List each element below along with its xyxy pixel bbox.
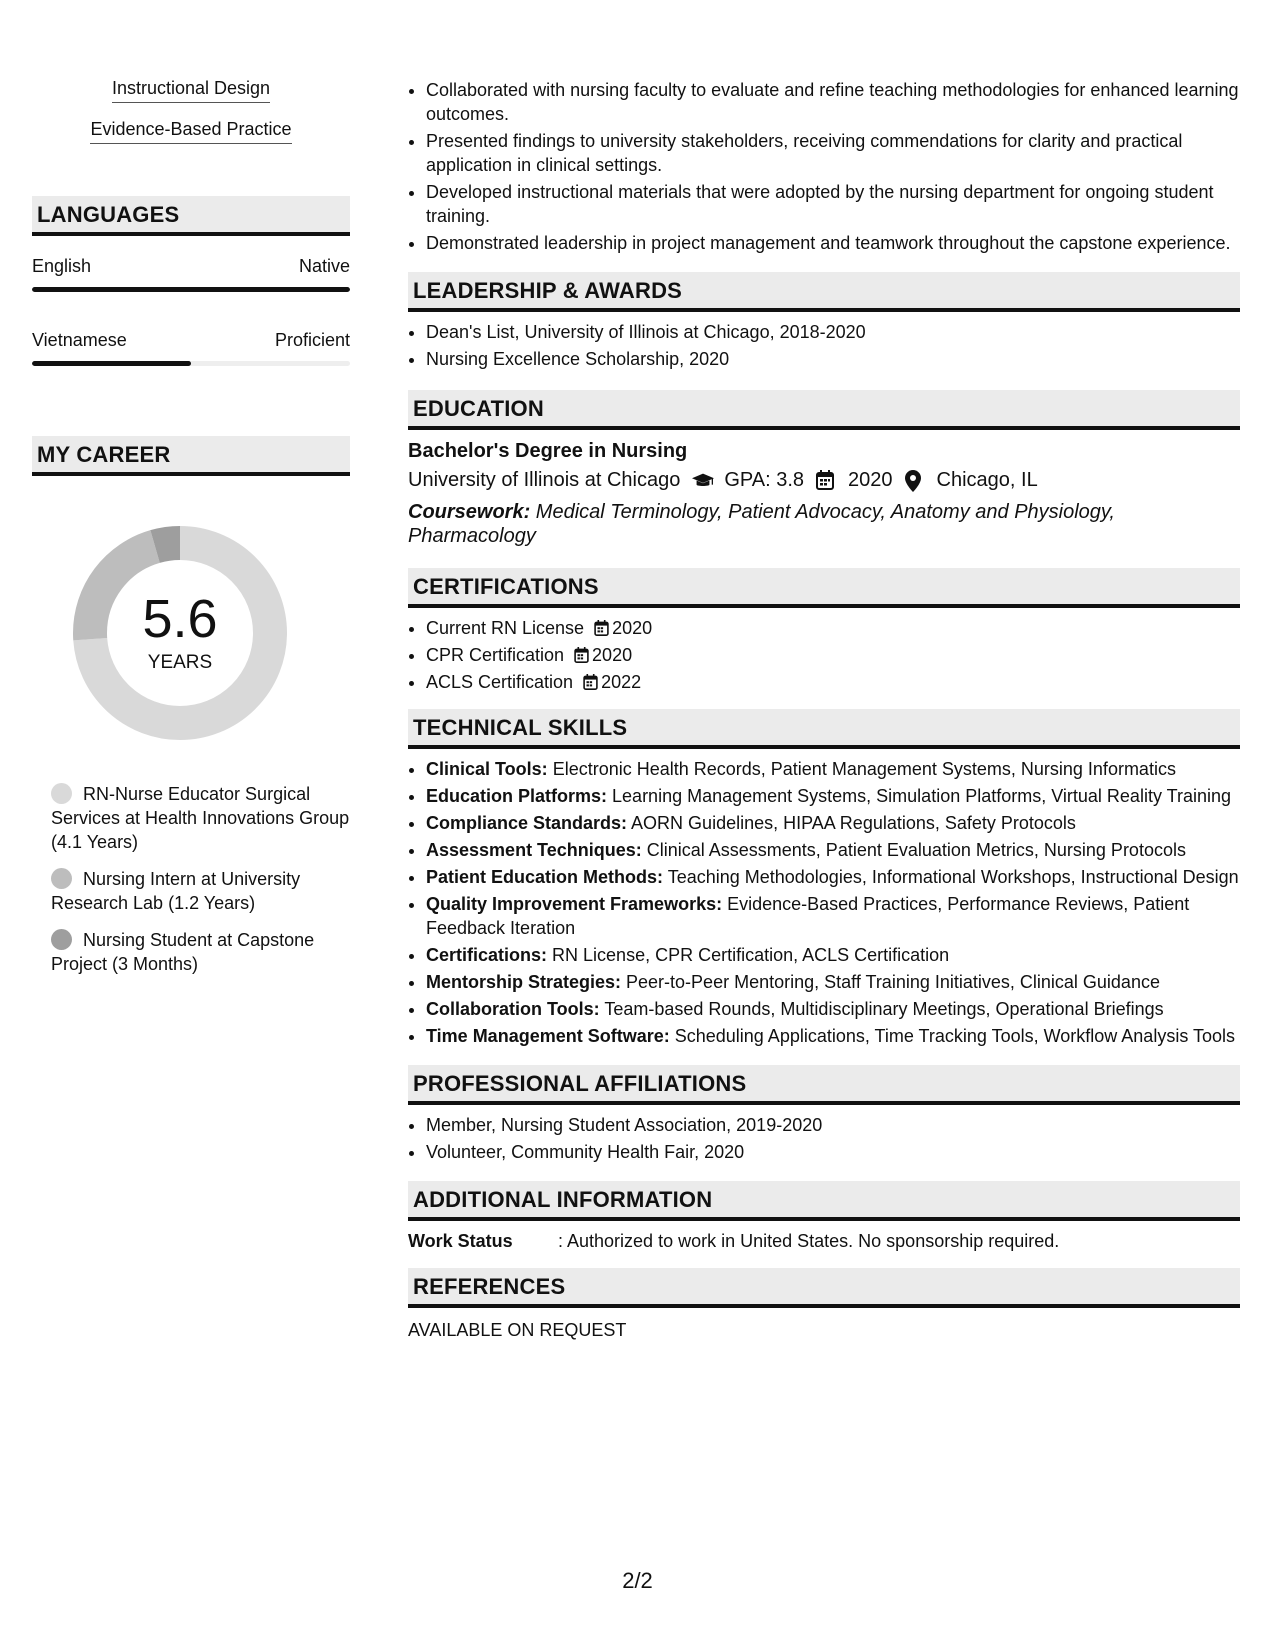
skill-category-label: Education Platforms: (426, 786, 608, 806)
graduation-year: 2020 (848, 469, 893, 491)
list-item (426, 838, 1240, 862)
skill-category-label: Certifications: (426, 945, 548, 965)
career-heading: MY CAREER (32, 436, 350, 476)
career-legend-item (51, 928, 350, 976)
additional-info-heading: ADDITIONAL INFORMATION (408, 1181, 1240, 1221)
certification-item (426, 616, 1240, 640)
certification-name: ACLS Certification (426, 672, 574, 692)
language-level: Native (298, 256, 350, 276)
language-proficiency-bar (32, 287, 350, 292)
school-name: University of Illinois at Chicago (408, 469, 681, 491)
right-column (408, 78, 1240, 1341)
technical-skills-heading: TECHNICAL SKILLS (408, 709, 1240, 749)
skill-category-text: Learning Management Systems, Simulation Platforms, Virtual Reality Training (607, 786, 1231, 806)
technical-skills-list (408, 757, 1240, 1048)
page-number: 2/2 (622, 1568, 653, 1593)
language-proficiency-bar (32, 361, 350, 366)
affiliations-list (408, 1113, 1240, 1164)
legend-dot-icon (51, 929, 72, 950)
list-item: • Demonstrated leadership in project management and teamwork throughout the capstone experience. (426, 231, 1240, 255)
language-level: Proficient (274, 330, 350, 350)
graduation-cap-icon (692, 470, 714, 492)
skill-category-label: Clinical Tools: (426, 759, 548, 779)
career-donut-chart (67, 520, 293, 746)
skill-tag: Evidence-Based Practice (90, 119, 291, 144)
list-item (426, 757, 1240, 781)
list-item: • Volunteer, Community Health Fair, 2020 (426, 1140, 1240, 1164)
skill-category-text: Peer-to-Peer Mentoring, Staff Training Initiatives, Clinical Guidance (621, 972, 1160, 992)
skill-category-label: Compliance Standards: (426, 813, 628, 833)
list-item: • Presented findings to university stakeholders, receiving commendations for clarity and practical application in clinical settings. (426, 129, 1240, 177)
awards-heading: LEADERSHIP & AWARDS (408, 272, 1240, 312)
certifications-heading: CERTIFICATIONS (408, 568, 1240, 608)
skill-category-label: Mentorship Strategies: (426, 972, 622, 992)
legend-dot-icon (51, 783, 72, 804)
skill-category-label: Patient Education Methods: (426, 867, 664, 887)
left-column (32, 78, 350, 989)
responsibilities-list (408, 78, 1240, 255)
list-item (426, 892, 1240, 940)
skill-category-label: Collaboration Tools: (426, 999, 600, 1019)
coursework-label: Coursework: (408, 501, 531, 523)
coursework-text: Medical Terminology, Patient Advocacy, Anatomy and Physiology, Pharmacology (408, 501, 1115, 547)
list-item: • Nursing Excellence Scholarship, 2020 (426, 347, 1240, 371)
calendar-icon (583, 672, 598, 688)
language-proficiency-fill (32, 287, 350, 292)
list-item: • Collaborated with nursing faculty to evaluate and refine teaching methodologies for enhanced learning outcomes. (426, 78, 1240, 126)
language-name: English (32, 256, 92, 276)
certification-name: CPR Certification (426, 645, 565, 665)
list-item (426, 970, 1240, 994)
coursework (408, 500, 1240, 548)
awards-list (408, 320, 1240, 371)
list-item: • Dean's List, University of Illinois at Chicago, 2018-2020 (426, 320, 1240, 344)
list-item (426, 943, 1240, 967)
career-legend-text: RN-Nurse Educator Surgical Services at Health Innovations Group (4.1 Years) (51, 784, 350, 852)
career-total-years: 5.6 (142, 589, 218, 649)
skill-category-text: AORN Guidelines, HIPAA Regulations, Safety Protocols (627, 813, 1076, 833)
career-legend (51, 782, 350, 976)
list-item (426, 997, 1240, 1021)
location-pin-icon (905, 470, 927, 492)
degree-title: Bachelor's Degree in Nursing (408, 440, 688, 462)
skill-category-text: RN License, CPR Certification, ACLS Certification (547, 945, 950, 965)
list-item (426, 865, 1240, 889)
career-legend-text: Nursing Intern at University Research Lab (1.2 Years) (51, 869, 301, 913)
skill-category-label: Assessment Techniques: (426, 840, 642, 860)
career-total-unit: YEARS (147, 652, 213, 673)
skill-category-text: Scheduling Applications, Time Tracking Tools, Workflow Analysis Tools (669, 1026, 1236, 1046)
affiliations-heading: PROFESSIONAL AFFILIATIONS (408, 1065, 1240, 1105)
skill-category-text: Teaching Methodologies, Informational Workshops, Instructional Design (663, 867, 1239, 887)
list-item (426, 811, 1240, 835)
education-location: Chicago, IL (936, 469, 1038, 491)
list-item (426, 1024, 1240, 1048)
work-status-label: Work Status (408, 1231, 513, 1251)
certification-year: 2022 (601, 672, 642, 692)
language-name: Vietnamese (32, 330, 127, 350)
skill-category-text: Electronic Health Records, Patient Management Systems, Nursing Informatics (547, 759, 1176, 779)
career-legend-item (51, 782, 350, 854)
gpa-value: GPA: 3.8 (724, 469, 805, 491)
legend-dot-icon (51, 868, 72, 889)
skill-category-text: Clinical Assessments, Patient Evaluation Metrics, Nursing Protocols (641, 840, 1186, 860)
skill-tags (32, 78, 350, 144)
certification-item (426, 643, 1240, 667)
certification-year: 2020 (592, 645, 633, 665)
work-status-value: : Authorized to work in United States. No sponsorship required. (558, 1231, 1060, 1251)
certifications-list (408, 616, 1240, 694)
skill-category-text: Evidence-Based Practices, Performance Reviews, Patient Feedback Iteration (426, 894, 1190, 938)
languages-heading: LANGUAGES (32, 196, 350, 236)
language-proficiency-fill (32, 361, 191, 366)
certification-item (426, 670, 1240, 694)
list-item: • Member, Nursing Student Association, 2019-2020 (426, 1113, 1240, 1137)
skill-category-label: Time Management Software: (426, 1026, 670, 1046)
education-meta (408, 469, 1240, 492)
certification-year: 2020 (612, 618, 653, 638)
calendar-icon (594, 618, 609, 634)
references-heading: REFERENCES (408, 1268, 1240, 1308)
career-legend-item (51, 867, 350, 915)
education-heading: EDUCATION (408, 390, 1240, 430)
career-legend-text: Nursing Student at Capstone Project (3 Months) (51, 930, 315, 974)
calendar-icon (574, 645, 589, 661)
skill-category-text: Team-based Rounds, Multidisciplinary Meetings, Operational Briefings (599, 999, 1164, 1019)
list-item: • Developed instructional materials that were adopted by the nursing department for ongoing student training. (426, 180, 1240, 228)
language-item (32, 256, 350, 292)
certification-name: Current RN License (426, 618, 585, 638)
language-item (32, 330, 350, 366)
calendar-icon (816, 470, 838, 492)
skill-tag: Instructional Design (112, 78, 270, 103)
list-item (426, 784, 1240, 808)
references-text: AVAILABLE ON REQUEST (408, 1320, 627, 1340)
skill-category-label: Quality Improvement Frameworks: (426, 894, 723, 914)
work-status-row (408, 1231, 1240, 1252)
